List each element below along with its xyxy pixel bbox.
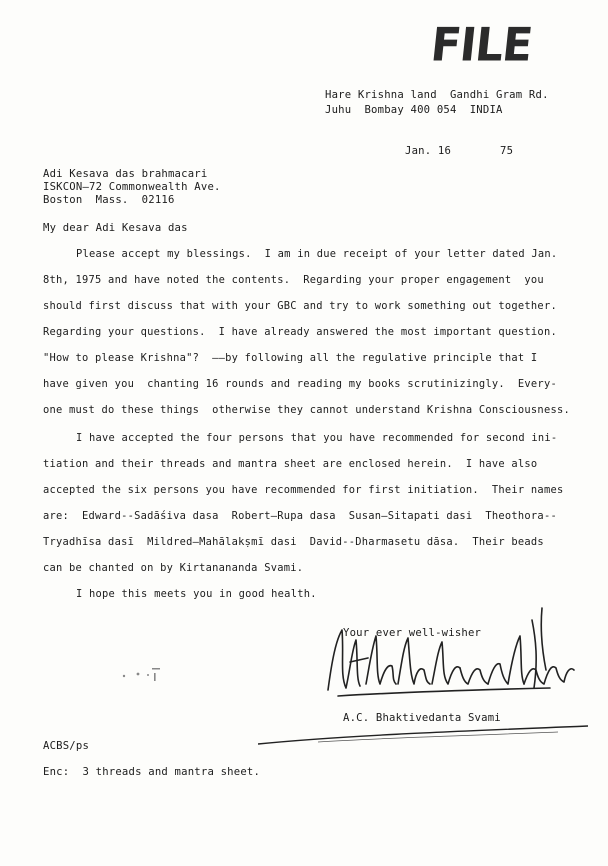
body-line: one must do these things otherwise they cannot understand Krishna Consciousness. bbox=[43, 404, 570, 416]
body-line: tiation and their threads and mantra sheet are enclosed herein. I have also bbox=[43, 458, 538, 470]
body-line: I hope this meets you in good health. bbox=[76, 588, 317, 600]
recipient-city: Boston Mass. 02116 bbox=[43, 194, 175, 206]
recipient-org: ISKCON—72 Commonwealth Ave. bbox=[43, 181, 221, 193]
body-line: can be chanted on by Kirtanananda Svami. bbox=[43, 562, 304, 574]
file-stamp: FILE bbox=[428, 18, 535, 73]
initials: ACBS/ps bbox=[43, 740, 90, 752]
salutation: My dear Adi Kesava das bbox=[43, 222, 188, 234]
body-line: accepted the six persons you have recommended for first initiation. Their names bbox=[43, 484, 564, 496]
body-line: I have accepted the four persons that you have recommended for second ini- bbox=[76, 432, 558, 444]
signer-name: A.C. Bhaktivedanta Svami bbox=[343, 712, 501, 724]
body-line: should first discuss that with your GBC and try to work something out together. bbox=[43, 300, 557, 312]
body-line: "How to please Krishna"? ——by following all the regulative principle that I bbox=[43, 352, 538, 364]
recipient-name: Adi Kesava das brahmacari bbox=[43, 168, 208, 180]
ink-smudge bbox=[118, 664, 168, 684]
closing: Your ever well-wisher bbox=[343, 627, 482, 639]
date-month-day: Jan. 16 bbox=[405, 145, 452, 157]
body-line: 8th, 1975 and have noted the contents. Regarding your proper engagement you bbox=[43, 274, 544, 286]
handwritten-signature bbox=[320, 600, 580, 710]
signature-flourish-line bbox=[258, 724, 588, 764]
body-line: Please accept my blessings. I am in due receipt of your letter dated Jan. bbox=[76, 248, 558, 260]
body-line: are: Edward--Sadāśiva dasa Robert—Rupa dasa Susan—Sitapati dasi Theothora-- bbox=[43, 510, 557, 522]
address-line-2: Juhu Bombay 400 054 INDIA bbox=[325, 104, 503, 116]
date-year: 75 bbox=[500, 145, 514, 157]
enclosure: Enc: 3 threads and mantra sheet. bbox=[43, 766, 261, 778]
address-line-1: Hare Krishna land Gandhi Gram Rd. bbox=[325, 89, 549, 101]
body-line: have given you chanting 16 rounds and reading my books scrutinizingly. Every- bbox=[43, 378, 557, 390]
body-line: Regarding your questions. I have already answered the most important question. bbox=[43, 326, 557, 338]
body-line: Tryadhīsa dasī Mildred—Mahālakṣmī dasi David--Dharmasetu dāsa. Their beads bbox=[43, 536, 544, 548]
